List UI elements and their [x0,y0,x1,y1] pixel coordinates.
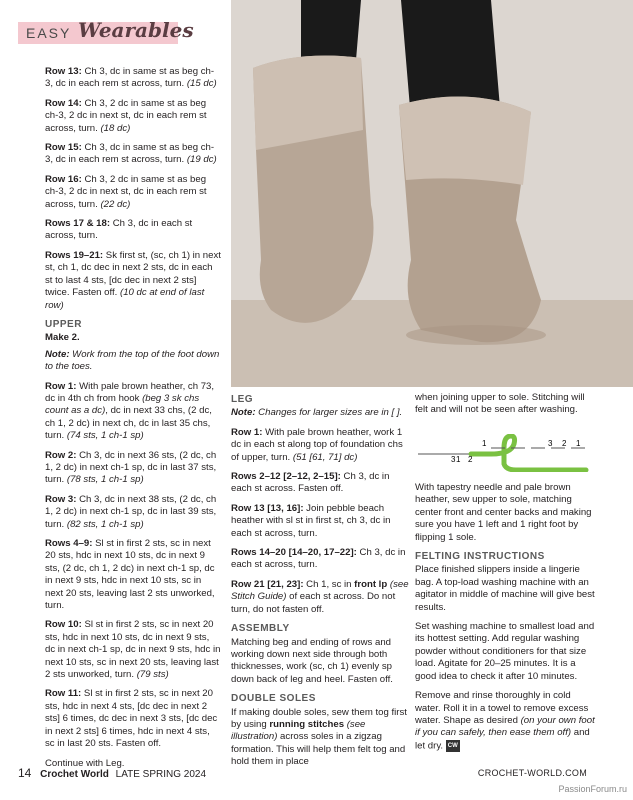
website[interactable]: CROCHET-WORLD.COM [477,768,587,778]
leg-row-21: Row 21 [21, 23]: Ch 1, sc in front lp (see Stitch Guide) of each st across. Do not turn, do not fasten off. [231,578,409,615]
stitch-num-f: 2 [562,439,567,448]
column-1 [45,66,221,777]
row-14: Row 14: Ch 3, 2 dc in same st as beg ch-3, 2 dc in next st, dc in each rem st across, turn. (18 dc) [45,97,207,134]
watermark: PassionForum.ru [558,784,627,794]
leg-rows-14-20: Rows 14–20 [14–20, 17–22]: Ch 3, dc in each st across, turn. [231,547,406,571]
upper-note: Note: Work from the top of the foot down to the toes. [45,348,220,373]
stitch-num-a: 1 [456,455,461,464]
double-soles-continued: when joining upper to sole. Stitching will felt and will not be seen after washing. [415,392,585,416]
running-stitch-illustration [416,434,591,472]
stitch-num-g: 1 [576,439,581,448]
row-13: Row 13: Ch 3, dc in same st as beg ch-3, dc in each rem st across, turn. (15 dc) [45,66,217,90]
assembly-text: Matching beg and ending of rows and working down next side through both thicknesses, work (sc, ch 1) evenly sp down back of leg and heel. Fasten off. [231,636,393,685]
leg-note: Note: Changes for larger sizes are in [ ]. [231,407,403,419]
felting-step-3: Remove and rinse thoroughly in cold water. Roll it in a towel to remove excess water. Shape as desired (on your own foot if you can safely, then ease them off) and let dry. CW [415,690,595,752]
double-soles-heading: DOUBLE SOLES [231,693,316,705]
leg-heading: LEG [231,394,254,405]
column-3 [415,392,595,424]
upper-row-1: Row 1: With pale brown heather, ch 73, dc in 4th ch from hook (beg 3 sk chs count as a dc), dc in next 33 chs, (2 dc, ch 1, 2 dc) in next ch, dc in last 35 chs, turn. (74 sts, 1 ch-1 sp) [45,380,215,442]
upper-row-3: Row 3: Ch 3, dc in next 38 sts, (2 dc, ch 1, 2 dc) in next ch-1 sp, dc in last 39 sts, turn. (82 sts, 1 ch-1 sp) [45,493,217,530]
tapestry-text: With tapestry needle and pale brown heather, sew upper to sole, matching center front and center backs and making sure you have 1 left and 1 right foot by flipping 1 sole. [415,482,592,543]
upper-row-2: Row 2: Ch 3, dc in next 36 sts, (2 dc, ch 1, 2 dc) in next ch-1 sp, dc in last 37 sts, turn. (78 sts, 1 ch-1 sp) [45,449,217,486]
stitch-num-b: 1 [482,439,487,448]
header-easy: EASY [26,25,72,41]
header-wearables: Wearables [78,18,194,42]
column-3-lower [415,482,595,760]
row-16: Row 16: Ch 3, 2 dc in same st as beg ch-3, 2 dc in next st, dc in each rem st across, turn. (22 dc) [45,173,207,210]
rows-17-18: Rows 17 & 18: Ch 3, dc in each st across, turn. [45,218,193,242]
assembly-heading: ASSEMBLY [231,623,290,635]
leg-rows-2-12: Rows 2–12 [2–12, 2–15]: Ch 3, dc in each st across. Fasten off. [231,471,390,495]
rows-19-21: Rows 19–21: Sk first st, (sc, ch 1) in next st, ch 1, dc dec in next 2 sts, dc in each st to last 4 sts, [dc dec in next 2 sts] twice. Fasten off. (10 dc at end of last row) [45,249,221,311]
page-number: 14 [18,766,32,780]
issue-name: LATE SPRING 2024 [115,769,207,780]
double-soles-text: If making double soles, sew them tog first by using running stitches (see illustration) across soles in a zigzag formation. This will help them felt tog and hold them in place [231,706,407,768]
row-15: Row 15: Ch 3, dc in same st as beg ch-3, dc in each rem st across, turn. (19 dc) [45,142,217,166]
upper-rows-4-9: Rows 4–9: Sl st in first 2 sts, sc in next 20 sts, hdc in next 10 sts, dc in next 9 sts, (2 dc, ch 1, 2 dc) in next ch-1 sp, dc in next 9 sts, hdc in next 10 sts, sc in next 20 sts, leaving last 2 sts unworked, turn. [45,538,215,612]
leg-row-13: Row 13 [13, 16]: Join pebble beach heather with sl st in first st, ch 3, dc in each st across, turn. [231,502,391,539]
continue-with-leg: Continue with Leg. [45,757,125,769]
stitch-num-e: 3 [548,439,553,448]
upper-heading: UPPER [45,318,82,330]
upper-row-10: Row 10: Sl st in first 2 sts, sc in next 20 sts, hdc in next 10 sts, dc in next 9 sts, dc in next ch-1 sp, dc in next 9 sts, hdc in next 10 sts, sc in next 20 sts, leaving last 2 sts unworked, turn. (79 sts) [45,619,221,681]
column-2 [231,394,411,776]
magazine-name: Crochet World [40,769,109,780]
stitch-num-c: 3 [451,455,456,464]
slippers-photo [231,0,633,387]
stitch-num-d: 2 [468,455,473,464]
felting-heading: FELTING INSTRUCTIONS [415,551,545,563]
make-two: Make 2. [45,332,80,344]
footer-left [18,766,206,780]
upper-row-11: Row 11: Sl st in first 2 sts, sc in next 20 sts, hdc in next 4 sts, [dc dec in next 2 sts] 6 times, dc dec in next 3 sts, [dc dec in next 2 sts] 6 times, hdc in next 4 sts, sc in last 20 sts. Fasten off. [45,688,218,750]
felting-step-2: Set washing machine to smallest load and its hottest setting. Add regular washing powder without conditioners for that size load. Agitate for 20–25 minutes. It is a good idea to check it after 10 minutes. [415,621,595,682]
section-header [18,18,194,44]
leg-row-1: Row 1: With pale brown heather, work 1 dc in each st along top of foundation chs of upper, turn. (51 [61, 71] dc) [231,426,403,463]
felting-step-1: Place finished slippers inside a lingerie bag. A top-load washing machine with an agitator in middle of machine will give best results. [415,564,595,613]
cw-end-badge: CW [446,740,460,752]
